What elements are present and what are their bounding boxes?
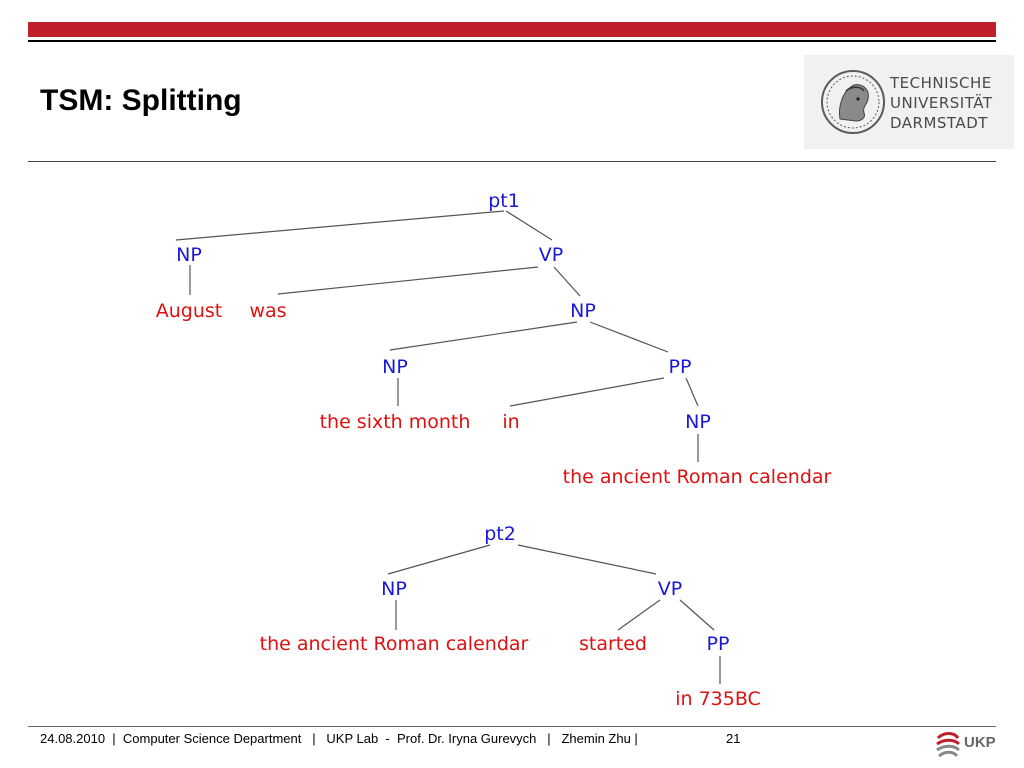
edge-vp-np xyxy=(554,267,580,296)
logo-line-2: UNIVERSITÄT xyxy=(890,94,993,112)
node-pp-1: PP xyxy=(668,356,692,378)
edge-vp-pp xyxy=(680,600,714,630)
word-in: in xyxy=(502,411,520,433)
ukp-swirl-icon xyxy=(934,730,962,760)
node-np-4: NP xyxy=(685,411,711,433)
word-ancient-calendar-1: the ancient Roman calendar xyxy=(562,466,832,488)
word-august: August xyxy=(155,300,223,322)
edge-pt1-vp xyxy=(506,211,552,240)
slide-title: TSM: Splitting xyxy=(40,84,242,117)
node-np-3: NP xyxy=(382,356,408,378)
page-number: 21 xyxy=(726,731,741,746)
node-np-1: NP xyxy=(176,244,202,266)
edge-np-np xyxy=(390,322,577,350)
ukp-logo xyxy=(934,730,996,760)
edge-vp-was xyxy=(278,267,538,294)
node-np-5: NP xyxy=(381,578,407,600)
edge-pt2-vp xyxy=(518,545,656,574)
logo-line-3: DARMSTADT xyxy=(890,114,988,132)
edge-pt2-np xyxy=(388,545,490,574)
word-sixth-month: the sixth month xyxy=(319,411,471,433)
edge-np-pp xyxy=(590,322,668,352)
word-in-735bc: in 735BC xyxy=(675,688,761,710)
edge-pp-np xyxy=(686,378,698,406)
word-ancient-calendar-2: the ancient Roman calendar xyxy=(259,633,529,655)
node-vp-2: VP xyxy=(657,578,683,600)
footer-divider xyxy=(28,726,996,727)
node-pt1: pt1 xyxy=(488,190,520,212)
edge-vp-started xyxy=(618,600,660,630)
logo-line-1: TECHNISCHE xyxy=(890,74,992,92)
edge-pp-in xyxy=(510,378,664,406)
node-vp-1: VP xyxy=(538,244,564,266)
footer-text: 24.08.2010 | Computer Science Department | UKP Lab - Prof. Dr. Iryna Gurevych | Zhemin Zhu | xyxy=(40,731,638,746)
node-pp-2: PP xyxy=(706,633,730,655)
word-started: started xyxy=(578,633,648,655)
node-pt2: pt2 xyxy=(484,523,516,545)
word-was: was xyxy=(249,300,287,322)
ukp-label: UKP xyxy=(964,734,996,751)
edge-pt1-np xyxy=(176,211,504,240)
node-np-2: NP xyxy=(570,300,596,322)
